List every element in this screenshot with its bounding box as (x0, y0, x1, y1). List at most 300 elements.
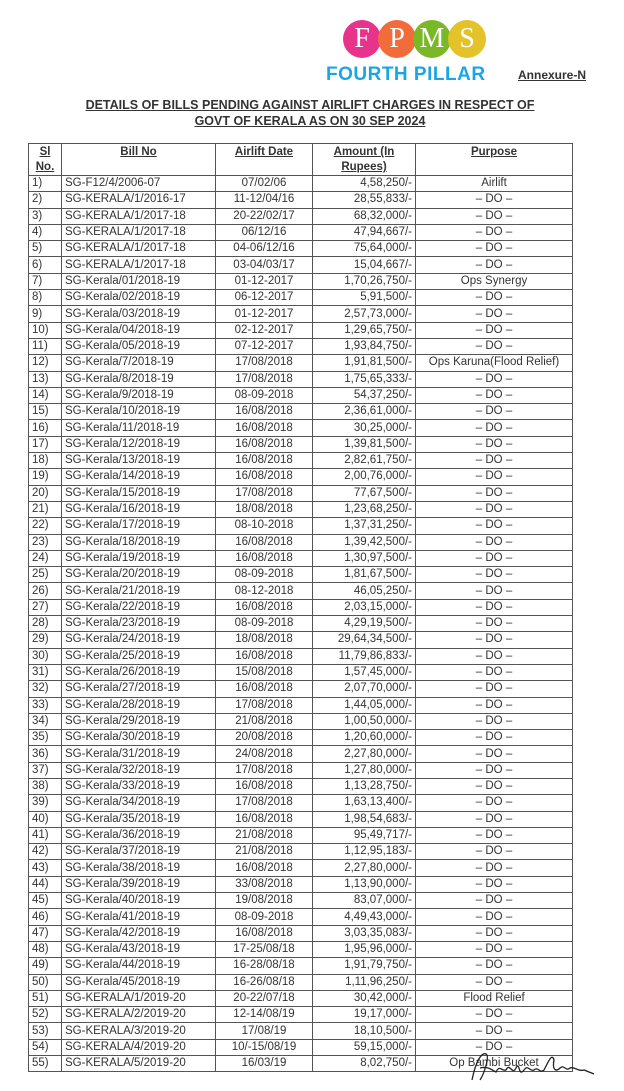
cell-purpose: – DO – (416, 941, 573, 957)
cell-airlift-date: 16/08/2018 (216, 599, 313, 615)
title-line-2: GOVT OF KERALA AS ON 30 SEP 2024 (194, 114, 426, 128)
cell-bill-no: SG-Kerala/04/2018-19 (62, 322, 216, 338)
cell-airlift-date: 08-09-2018 (216, 616, 313, 632)
cell-airlift-date: 06/12/16 (216, 224, 313, 240)
cell-bill-no: SG-KERALA/3/2019-20 (62, 1023, 216, 1039)
cell-airlift-date: 20-22/02/17 (216, 208, 313, 224)
cell-airlift-date: 07/02/06 (216, 176, 313, 192)
cell-airlift-date: 17/08/2018 (216, 485, 313, 501)
cell-bill-no: SG-Kerala/26/2018-19 (62, 664, 216, 680)
cell-bill-no: SG-Kerala/30/2018-19 (62, 730, 216, 746)
table-row (29, 257, 573, 273)
table-header-row (29, 144, 573, 176)
cell-airlift-date: 20-22/07/18 (216, 990, 313, 1006)
cell-amount: 1,98,54,683/- (313, 811, 416, 827)
cell-bill-no: SG-KERALA/1/2017-18 (62, 257, 216, 273)
table-row (29, 746, 573, 762)
cell-bill-no: SG-Kerala/05/2018-19 (62, 338, 216, 354)
table-row (29, 338, 573, 354)
cell-sl-no: 27) (29, 599, 62, 615)
table-row (29, 371, 573, 387)
cell-amount: 1,29,65,750/- (313, 322, 416, 338)
cell-bill-no: SG-KERALA/2/2019-20 (62, 1007, 216, 1023)
table-row (29, 469, 573, 485)
cell-purpose: – DO – (416, 322, 573, 338)
table-row (29, 893, 573, 909)
cell-airlift-date: 16-28/08/18 (216, 958, 313, 974)
cell-airlift-date: 17/08/2018 (216, 371, 313, 387)
cell-bill-no: SG-Kerala/15/2018-19 (62, 485, 216, 501)
cell-purpose: – DO – (416, 257, 573, 273)
cell-bill-no: SG-Kerala/32/2018-19 (62, 762, 216, 778)
cell-sl-no: 55) (29, 1056, 62, 1072)
cell-bill-no: SG-KERALA/5/2019-20 (62, 1056, 216, 1072)
cell-bill-no: SG-Kerala/29/2018-19 (62, 713, 216, 729)
cell-bill-no: SG-Kerala/42/2018-19 (62, 925, 216, 941)
cell-bill-no: SG-Kerala/17/2018-19 (62, 518, 216, 534)
cell-purpose: Flood Relief (416, 990, 573, 1006)
cell-purpose: – DO – (416, 599, 573, 615)
cell-bill-no: SG-Kerala/19/2018-19 (62, 550, 216, 566)
cell-sl-no: 51) (29, 990, 62, 1006)
table-row (29, 730, 573, 746)
cell-amount: 1,27,80,000/- (313, 762, 416, 778)
cell-bill-no: SG-Kerala/39/2018-19 (62, 876, 216, 892)
cell-bill-no: SG-Kerala/45/2018-19 (62, 974, 216, 990)
cell-airlift-date: 17/08/2018 (216, 697, 313, 713)
brand-name: FOURTH PILLAR (326, 64, 486, 85)
cell-sl-no: 38) (29, 778, 62, 794)
cell-purpose: – DO – (416, 224, 573, 240)
cell-purpose: – DO – (416, 1007, 573, 1023)
cell-sl-no: 6) (29, 257, 62, 273)
cell-airlift-date: 17/08/2018 (216, 762, 313, 778)
cell-airlift-date: 17/08/19 (216, 1023, 313, 1039)
cell-amount: 1,11,96,250/- (313, 974, 416, 990)
cell-airlift-date: 17-25/08/18 (216, 941, 313, 957)
cell-bill-no: SG-KERALA/1/2019-20 (62, 990, 216, 1006)
cell-airlift-date: 33/08/2018 (216, 876, 313, 892)
cell-amount: 77,67,500/- (313, 485, 416, 501)
cell-amount: 2,07,70,000/- (313, 681, 416, 697)
cell-sl-no: 41) (29, 827, 62, 843)
cell-purpose: – DO – (416, 811, 573, 827)
table-row (29, 176, 573, 192)
cell-airlift-date: 19/08/2018 (216, 893, 313, 909)
table-row (29, 599, 573, 615)
cell-purpose: Op Bambi Bucket (416, 1056, 573, 1072)
cell-sl-no: 49) (29, 958, 62, 974)
cell-airlift-date: 01-12-2017 (216, 306, 313, 322)
cell-sl-no: 18) (29, 453, 62, 469)
cell-bill-no: SG-Kerala/18/2018-19 (62, 534, 216, 550)
title-line-1: DETAILS OF BILLS PENDING AGAINST AIRLIFT CHARGES IN RESPECT OF (85, 98, 535, 112)
cell-amount: 1,13,90,000/- (313, 876, 416, 892)
cell-purpose: – DO – (416, 518, 573, 534)
logo-letter-m: M (413, 20, 451, 58)
cell-amount: 95,49,717/- (313, 827, 416, 843)
cell-sl-no: 42) (29, 844, 62, 860)
cell-purpose: – DO – (416, 713, 573, 729)
cell-airlift-date: 16/08/2018 (216, 420, 313, 436)
cell-bill-no: SG-KERALA/1/2017-18 (62, 208, 216, 224)
table-row (29, 844, 573, 860)
cell-bill-no: SG-F12/4/2006-07 (62, 176, 216, 192)
cell-bill-no: SG-Kerala/27/2018-19 (62, 681, 216, 697)
cell-purpose: – DO – (416, 681, 573, 697)
table-row (29, 518, 573, 534)
table-row (29, 909, 573, 925)
cell-amount: 68,32,000/- (313, 208, 416, 224)
cell-bill-no: SG-Kerala/44/2018-19 (62, 958, 216, 974)
cell-bill-no: SG-Kerala/9/2018-19 (62, 387, 216, 403)
cell-amount: 19,17,000/- (313, 1007, 416, 1023)
table-row (29, 192, 573, 208)
table-row (29, 795, 573, 811)
table-row (29, 290, 573, 306)
cell-purpose: – DO – (416, 909, 573, 925)
cell-purpose: – DO – (416, 632, 573, 648)
cell-airlift-date: 21/08/2018 (216, 713, 313, 729)
cell-sl-no: 46) (29, 909, 62, 925)
cell-airlift-date: 08-10-2018 (216, 518, 313, 534)
table-row (29, 811, 573, 827)
cell-amount: 59,15,000/- (313, 1039, 416, 1055)
cell-amount: 1,00,50,000/- (313, 713, 416, 729)
cell-sl-no: 34) (29, 713, 62, 729)
cell-bill-no: SG-Kerala/02/2018-19 (62, 290, 216, 306)
cell-bill-no: SG-Kerala/21/2018-19 (62, 583, 216, 599)
cell-sl-no: 48) (29, 941, 62, 957)
table-row (29, 958, 573, 974)
cell-sl-no: 16) (29, 420, 62, 436)
table-row (29, 648, 573, 664)
cell-amount: 4,49,43,000/- (313, 909, 416, 925)
cell-sl-no: 15) (29, 404, 62, 420)
cell-amount: 75,64,000/- (313, 241, 416, 257)
table-row (29, 1023, 573, 1039)
table-row (29, 241, 573, 257)
cell-airlift-date: 16/08/2018 (216, 778, 313, 794)
cell-sl-no: 11) (29, 338, 62, 354)
cell-amount: 1,39,42,500/- (313, 534, 416, 550)
cell-airlift-date: 11-12/04/16 (216, 192, 313, 208)
cell-amount: 30,42,000/- (313, 990, 416, 1006)
table-row (29, 990, 573, 1006)
cell-bill-no: SG-Kerala/20/2018-19 (62, 567, 216, 583)
cell-bill-no: SG-Kerala/10/2018-19 (62, 404, 216, 420)
table-row (29, 224, 573, 240)
cell-bill-no: SG-Kerala/14/2018-19 (62, 469, 216, 485)
cell-sl-no: 24) (29, 550, 62, 566)
cell-amount: 1,95,96,000/- (313, 941, 416, 957)
table-row (29, 550, 573, 566)
annexure-label: Annexure-N (518, 68, 587, 82)
cell-amount: 8,02,750/- (313, 1056, 416, 1072)
cell-bill-no: SG-KERALA/1/2016-17 (62, 192, 216, 208)
cell-bill-no: SG-Kerala/43/2018-19 (62, 941, 216, 957)
cell-amount: 1,91,81,500/- (313, 355, 416, 371)
cell-amount: 46,05,250/- (313, 583, 416, 599)
cell-airlift-date: 18/08/2018 (216, 501, 313, 517)
cell-sl-no: 12) (29, 355, 62, 371)
cell-amount: 2,36,61,000/- (313, 404, 416, 420)
cell-amount: 29,64,34,500/- (313, 632, 416, 648)
cell-sl-no: 23) (29, 534, 62, 550)
cell-airlift-date: 16/08/2018 (216, 534, 313, 550)
cell-purpose: – DO – (416, 338, 573, 354)
cell-airlift-date: 01-12-2017 (216, 273, 313, 289)
cell-bill-no: SG-Kerala/38/2018-19 (62, 860, 216, 876)
logo-letter-p: P (378, 20, 416, 58)
cell-purpose: – DO – (416, 616, 573, 632)
table-row (29, 583, 573, 599)
cell-bill-no: SG-Kerala/33/2018-19 (62, 778, 216, 794)
cell-bill-no: SG-Kerala/7/2018-19 (62, 355, 216, 371)
cell-sl-no: 37) (29, 762, 62, 778)
cell-purpose: – DO – (416, 730, 573, 746)
cell-sl-no: 21) (29, 501, 62, 517)
cell-amount: 1,70,26,750/- (313, 273, 416, 289)
cell-amount: 1,30,97,500/- (313, 550, 416, 566)
cell-amount: 15,04,667/- (313, 257, 416, 273)
cell-bill-no: SG-Kerala/16/2018-19 (62, 501, 216, 517)
cell-purpose: – DO – (416, 241, 573, 257)
table-row (29, 697, 573, 713)
cell-sl-no: 29) (29, 632, 62, 648)
cell-sl-no: 5) (29, 241, 62, 257)
table-row (29, 778, 573, 794)
cell-bill-no: SG-Kerala/23/2018-19 (62, 616, 216, 632)
cell-purpose: – DO – (416, 453, 573, 469)
cell-sl-no: 19) (29, 469, 62, 485)
cell-bill-no: SG-Kerala/24/2018-19 (62, 632, 216, 648)
cell-bill-no: SG-Kerala/13/2018-19 (62, 453, 216, 469)
cell-amount: 1,44,05,000/- (313, 697, 416, 713)
cell-sl-no: 47) (29, 925, 62, 941)
table-row (29, 322, 573, 338)
cell-airlift-date: 08-09-2018 (216, 567, 313, 583)
cell-airlift-date: 16/08/2018 (216, 469, 313, 485)
cell-sl-no: 14) (29, 387, 62, 403)
cell-amount: 1,75,65,333/- (313, 371, 416, 387)
cell-purpose: – DO – (416, 876, 573, 892)
cell-amount: 1,93,84,750/- (313, 338, 416, 354)
cell-sl-no: 52) (29, 1007, 62, 1023)
cell-purpose: – DO – (416, 534, 573, 550)
table-row (29, 827, 573, 843)
cell-sl-no: 9) (29, 306, 62, 322)
cell-airlift-date: 16/08/2018 (216, 453, 313, 469)
cell-airlift-date: 16/08/2018 (216, 404, 313, 420)
cell-amount: 4,58,250/- (313, 176, 416, 192)
cell-purpose: – DO – (416, 925, 573, 941)
cell-purpose: – DO – (416, 567, 573, 583)
header-airlift-date: Airlift Date (216, 144, 313, 176)
cell-sl-no: 2) (29, 192, 62, 208)
table-row (29, 925, 573, 941)
table-row (29, 534, 573, 550)
cell-bill-no: SG-Kerala/11/2018-19 (62, 420, 216, 436)
cell-amount: 28,55,833/- (313, 192, 416, 208)
cell-airlift-date: 07-12-2017 (216, 338, 313, 354)
cell-purpose: – DO – (416, 501, 573, 517)
cell-purpose: – DO – (416, 208, 573, 224)
cell-airlift-date: 04-06/12/16 (216, 241, 313, 257)
cell-airlift-date: 20/08/2018 (216, 730, 313, 746)
cell-purpose: – DO – (416, 746, 573, 762)
table-row (29, 1007, 573, 1023)
table-row (29, 306, 573, 322)
cell-airlift-date: 16/08/2018 (216, 860, 313, 876)
cell-amount: 3,03,35,083/- (313, 925, 416, 941)
cell-amount: 2,03,15,000/- (313, 599, 416, 615)
cell-sl-no: 30) (29, 648, 62, 664)
cell-purpose: – DO – (416, 290, 573, 306)
logo-letter-s: S (448, 20, 486, 58)
cell-purpose: – DO – (416, 762, 573, 778)
cell-bill-no: SG-Kerala/01/2018-19 (62, 273, 216, 289)
cell-amount: 47,94,667/- (313, 224, 416, 240)
cell-sl-no: 22) (29, 518, 62, 534)
cell-amount: 1,37,31,250/- (313, 518, 416, 534)
cell-airlift-date: 03-04/03/17 (216, 257, 313, 273)
table-row (29, 355, 573, 371)
cell-amount: 1,57,45,000/- (313, 664, 416, 680)
cell-sl-no: 20) (29, 485, 62, 501)
cell-airlift-date: 08-09-2018 (216, 387, 313, 403)
cell-purpose: – DO – (416, 697, 573, 713)
cell-sl-no: 10) (29, 322, 62, 338)
cell-bill-no: SG-Kerala/31/2018-19 (62, 746, 216, 762)
cell-bill-no: SG-KERALA/1/2017-18 (62, 241, 216, 257)
cell-bill-no: SG-Kerala/37/2018-19 (62, 844, 216, 860)
cell-airlift-date: 16-26/08/18 (216, 974, 313, 990)
cell-purpose: – DO – (416, 192, 573, 208)
cell-bill-no: SG-Kerala/28/2018-19 (62, 697, 216, 713)
cell-airlift-date: 16/08/2018 (216, 648, 313, 664)
cell-sl-no: 40) (29, 811, 62, 827)
cell-amount: 1,20,60,000/- (313, 730, 416, 746)
cell-amount: 18,10,500/- (313, 1023, 416, 1039)
cell-amount: 2,57,73,000/- (313, 306, 416, 322)
cell-purpose: – DO – (416, 844, 573, 860)
cell-sl-no: 44) (29, 876, 62, 892)
cell-bill-no: SG-KERALA/1/2017-18 (62, 224, 216, 240)
table-row (29, 453, 573, 469)
cell-sl-no: 39) (29, 795, 62, 811)
table-row (29, 860, 573, 876)
cell-amount: 5,91,500/- (313, 290, 416, 306)
table-row (29, 485, 573, 501)
cell-amount: 83,07,000/- (313, 893, 416, 909)
cell-purpose: – DO – (416, 778, 573, 794)
cell-airlift-date: 02-12-2017 (216, 322, 313, 338)
cell-amount: 2,00,76,000/- (313, 469, 416, 485)
cell-amount: 1,39,81,500/- (313, 436, 416, 452)
cell-sl-no: 28) (29, 616, 62, 632)
cell-amount: 54,37,250/- (313, 387, 416, 403)
cell-sl-no: 36) (29, 746, 62, 762)
table-body (29, 176, 573, 1072)
cell-bill-no: SG-Kerala/36/2018-19 (62, 827, 216, 843)
cell-bill-no: SG-Kerala/8/2018-19 (62, 371, 216, 387)
cell-bill-no: SG-Kerala/25/2018-19 (62, 648, 216, 664)
table-row (29, 567, 573, 583)
cell-airlift-date: 17/08/2018 (216, 355, 313, 371)
cell-bill-no: SG-Kerala/03/2018-19 (62, 306, 216, 322)
cell-purpose: – DO – (416, 436, 573, 452)
cell-purpose: – DO – (416, 958, 573, 974)
cell-bill-no: SG-Kerala/35/2018-19 (62, 811, 216, 827)
table-row (29, 876, 573, 892)
cell-amount: 1,23,68,250/- (313, 501, 416, 517)
cell-sl-no: 35) (29, 730, 62, 746)
cell-amount: 30,25,000/- (313, 420, 416, 436)
cell-amount: 4,29,19,500/- (313, 616, 416, 632)
cell-purpose: – DO – (416, 1023, 573, 1039)
cell-airlift-date: 17/08/2018 (216, 795, 313, 811)
cell-sl-no: 13) (29, 371, 62, 387)
cell-amount: 1,13,28,750/- (313, 778, 416, 794)
cell-sl-no: 8) (29, 290, 62, 306)
cell-sl-no: 26) (29, 583, 62, 599)
cell-airlift-date: 16/08/2018 (216, 925, 313, 941)
cell-amount: 2,27,80,000/- (313, 746, 416, 762)
cell-purpose: – DO – (416, 860, 573, 876)
cell-sl-no: 45) (29, 893, 62, 909)
cell-sl-no: 43) (29, 860, 62, 876)
cell-purpose: – DO – (416, 893, 573, 909)
cell-purpose: – DO – (416, 827, 573, 843)
cell-airlift-date: 08-09-2018 (216, 909, 313, 925)
table-row (29, 387, 573, 403)
cell-amount: 1,81,67,500/- (313, 567, 416, 583)
cell-airlift-date: 12-14/08/19 (216, 1007, 313, 1023)
cell-purpose: – DO – (416, 795, 573, 811)
cell-purpose: Ops Synergy (416, 273, 573, 289)
bills-table (28, 143, 573, 1072)
cell-bill-no: SG-KERALA/4/2019-20 (62, 1039, 216, 1055)
header-amount: Amount (In Rupees) (313, 144, 416, 176)
cell-bill-no: SG-Kerala/34/2018-19 (62, 795, 216, 811)
cell-purpose: – DO – (416, 583, 573, 599)
cell-airlift-date: 16/03/19 (216, 1056, 313, 1072)
cell-bill-no: SG-Kerala/40/2018-19 (62, 893, 216, 909)
cell-sl-no: 53) (29, 1023, 62, 1039)
table-row (29, 632, 573, 648)
cell-amount: 1,91,79,750/- (313, 958, 416, 974)
cell-purpose: – DO – (416, 306, 573, 322)
cell-purpose: – DO – (416, 404, 573, 420)
table-row (29, 713, 573, 729)
table-row (29, 501, 573, 517)
cell-bill-no: SG-Kerala/22/2018-19 (62, 599, 216, 615)
cell-amount: 11,79,86,833/- (313, 648, 416, 664)
document-title (30, 97, 590, 129)
table-row (29, 762, 573, 778)
table-row (29, 273, 573, 289)
cell-bill-no: SG-Kerala/12/2018-19 (62, 436, 216, 452)
cell-sl-no: 3) (29, 208, 62, 224)
cell-airlift-date: 16/08/2018 (216, 681, 313, 697)
cell-sl-no: 33) (29, 697, 62, 713)
cell-amount: 2,82,61,750/- (313, 453, 416, 469)
table-row (29, 941, 573, 957)
table-row (29, 208, 573, 224)
header-bill-no: Bill No (62, 144, 216, 176)
cell-sl-no: 25) (29, 567, 62, 583)
